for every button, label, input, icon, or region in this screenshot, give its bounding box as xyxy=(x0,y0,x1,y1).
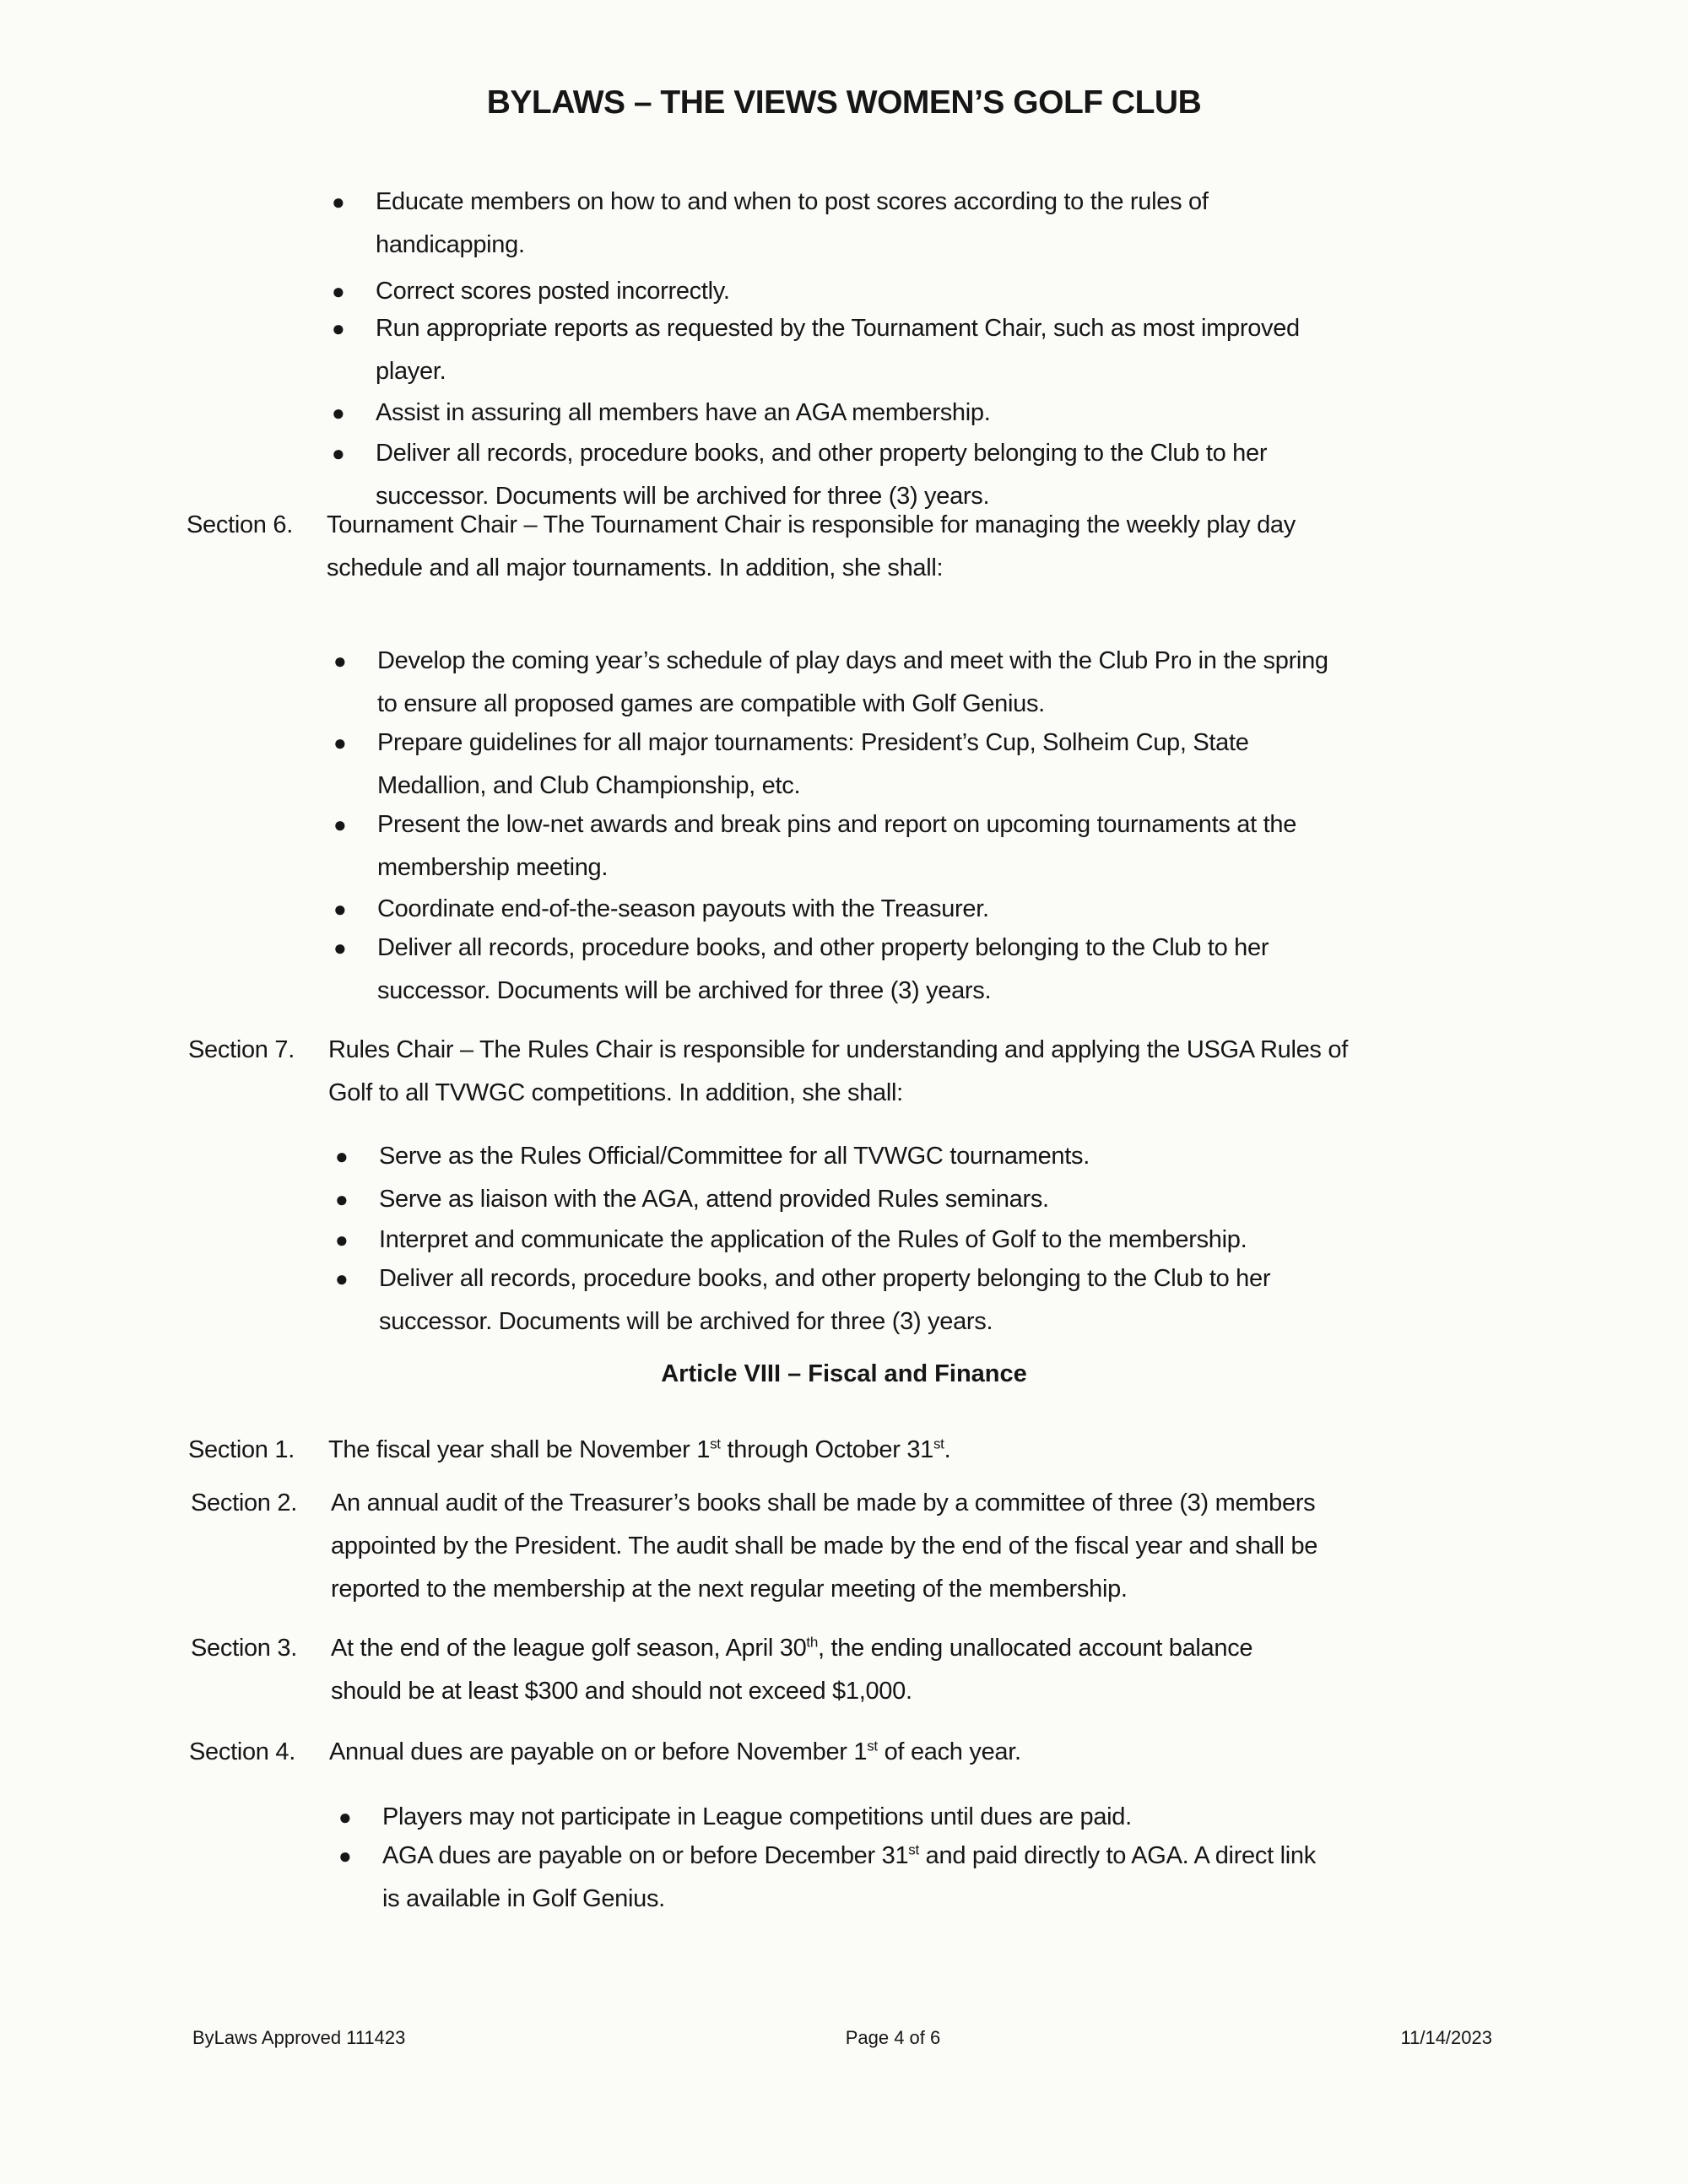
bullet-icon: ● xyxy=(333,896,347,922)
bullet-icon: ● xyxy=(332,400,345,425)
text-line: to ensure all proposed games are compatible with Golf Genius. xyxy=(377,690,1045,717)
text-line: successor. Documents will be archived for three (3) years. xyxy=(379,1308,993,1335)
superscript: st xyxy=(933,1435,944,1452)
section-paragraph xyxy=(191,1627,1253,1713)
superscript: st xyxy=(867,1738,878,1754)
article-heading: Article VIII – Fiscal and Finance xyxy=(661,1360,1027,1387)
text-segment: . xyxy=(944,1436,951,1463)
superscript: th xyxy=(806,1634,818,1651)
bullet-item xyxy=(333,927,1269,1013)
text-line: Serve as the Rules Official/Committee for all TVWGC tournaments. xyxy=(379,1143,1090,1170)
text-line: Educate members on how to and when to post scores according to the rules of xyxy=(376,188,1209,215)
bullet-icon: ● xyxy=(335,1227,349,1252)
text-line: Correct scores posted incorrectly. xyxy=(376,278,730,305)
section-label: Section 3. xyxy=(191,1635,297,1662)
bullet-item xyxy=(333,888,989,931)
bullet-item xyxy=(335,1219,1247,1262)
text-line xyxy=(328,1429,950,1472)
text-line: successor. Documents will be archived for three (3) years. xyxy=(376,483,990,510)
bullet-item xyxy=(335,1178,1049,1221)
bullet-item xyxy=(338,1835,1316,1921)
text-line: Medallion, and Club Championship, etc. xyxy=(377,772,801,799)
text-line: Tournament Chair – The Tournament Chair is responsible for managing the weekly play day xyxy=(327,511,1296,538)
text-segment: At the end of the league golf season, April 30 xyxy=(331,1635,807,1662)
bullet-icon: ● xyxy=(338,1843,352,1868)
bullet-item xyxy=(332,392,991,435)
bullet-item xyxy=(332,307,1300,393)
text-line: successor. Documents will be archived for three (3) years. xyxy=(377,977,992,1004)
bullet-icon: ● xyxy=(335,1187,349,1212)
footer-date: 11/14/2023 xyxy=(1400,2027,1492,2048)
bullet-item xyxy=(333,803,1297,889)
text-line xyxy=(331,1627,1252,1670)
section-paragraph xyxy=(188,1429,951,1472)
text-line: Interpret and communicate the application of the Rules of Golf to the membership. xyxy=(379,1226,1247,1253)
text-line: membership meeting. xyxy=(377,854,609,881)
text-line: Run appropriate reports as requested by the Tournament Chair, such as most improved xyxy=(376,315,1300,342)
text-line: schedule and all major tournaments. In addition, she shall: xyxy=(327,554,944,581)
bullet-icon: ● xyxy=(332,189,345,214)
superscript: st xyxy=(908,1841,919,1858)
bullet-item xyxy=(333,722,1249,808)
superscript: st xyxy=(710,1435,721,1452)
text-line: Deliver all records, procedure books, and other property belonging to the Club to her xyxy=(376,440,1268,467)
text-line: is available in Golf Genius. xyxy=(382,1885,665,1912)
text-line xyxy=(382,1835,1316,1878)
bullet-item xyxy=(335,1257,1271,1343)
section-paragraph xyxy=(189,1731,1021,1774)
section-label: Section 1. xyxy=(188,1436,295,1463)
text-line: should be at least $300 and should not exceed $1,000. xyxy=(331,1678,912,1705)
text-segment: and paid directly to AGA. A direct link xyxy=(918,1842,1316,1869)
bullet-icon: ● xyxy=(333,935,347,960)
text-segment: The fiscal year shall be November 1 xyxy=(328,1436,711,1463)
bullet-icon: ● xyxy=(332,441,345,466)
bullet-icon: ● xyxy=(333,648,347,673)
bullet-icon: ● xyxy=(333,812,347,837)
text-line: Serve as liaison with the AGA, attend provided Rules seminars. xyxy=(379,1186,1049,1213)
text-line: Develop the coming year’s schedule of play days and meet with the Club Pro in the spring xyxy=(377,647,1328,674)
bullet-item xyxy=(335,1135,1090,1178)
text-line: Coordinate end-of-the-season payouts with the Treasurer. xyxy=(377,895,989,922)
section-label: Section 7. xyxy=(188,1036,295,1063)
text-segment: of each year. xyxy=(877,1738,1021,1765)
text-line: Prepare guidelines for all major tournaments: President’s Cup, Solheim Cup, State xyxy=(377,729,1249,756)
text-line: Present the low-net awards and break pins and report on upcoming tournaments at the xyxy=(377,811,1297,838)
text-line: handicapping. xyxy=(376,231,525,258)
bullet-icon: ● xyxy=(332,278,345,304)
text-line: Rules Chair – The Rules Chair is responsible for understanding and applying the USGA Rules of xyxy=(328,1036,1348,1063)
bullet-item xyxy=(332,181,1209,267)
text-segment: AGA dues are payable on or before December 31 xyxy=(382,1842,909,1869)
section-paragraph xyxy=(187,504,1296,590)
text-segment: Annual dues are payable on or before November 1 xyxy=(329,1738,868,1765)
bullet-icon: ● xyxy=(332,316,345,341)
section-label: Section 6. xyxy=(187,511,293,538)
bullet-icon: ● xyxy=(333,730,347,755)
text-line: Deliver all records, procedure books, and other property belonging to the Club to her xyxy=(379,1265,1271,1292)
section-label: Section 4. xyxy=(189,1738,295,1765)
text-segment: , the ending unallocated account balance xyxy=(817,1635,1253,1662)
bullet-item xyxy=(333,640,1328,726)
text-line: reported to the membership at the next regular meeting of the membership. xyxy=(331,1576,1128,1603)
bullet-icon: ● xyxy=(335,1266,349,1291)
text-segment: through October 31 xyxy=(720,1436,933,1463)
text-line: Assist in assuring all members have an AGA membership. xyxy=(376,399,991,426)
page-title: BYLAWS – THE VIEWS WOMEN’S GOLF CLUB xyxy=(486,84,1202,121)
section-paragraph xyxy=(188,1029,1348,1115)
text-line: appointed by the President. The audit shall be made by the end of the fiscal year and shall be xyxy=(331,1533,1318,1560)
bullet-icon: ● xyxy=(338,1804,352,1830)
footer-page-number: Page 4 of 6 xyxy=(845,2027,941,2048)
text-line: Deliver all records, procedure books, and other property belonging to the Club to her xyxy=(377,934,1269,961)
bullet-item xyxy=(338,1796,1132,1839)
section-paragraph xyxy=(191,1482,1318,1611)
text-line: player. xyxy=(376,358,446,385)
text-line: Players may not participate in League competitions until dues are paid. xyxy=(382,1803,1132,1830)
footer-left: ByLaws Approved 111423 xyxy=(192,2027,406,2048)
text-line xyxy=(329,1731,1021,1774)
bullet-icon: ● xyxy=(335,1143,349,1169)
text-line: An annual audit of the Treasurer’s books shall be made by a committee of three (3) members xyxy=(331,1489,1316,1516)
text-line: Golf to all TVWGC competitions. In addition, she shall: xyxy=(328,1079,903,1106)
section-label: Section 2. xyxy=(191,1489,297,1516)
